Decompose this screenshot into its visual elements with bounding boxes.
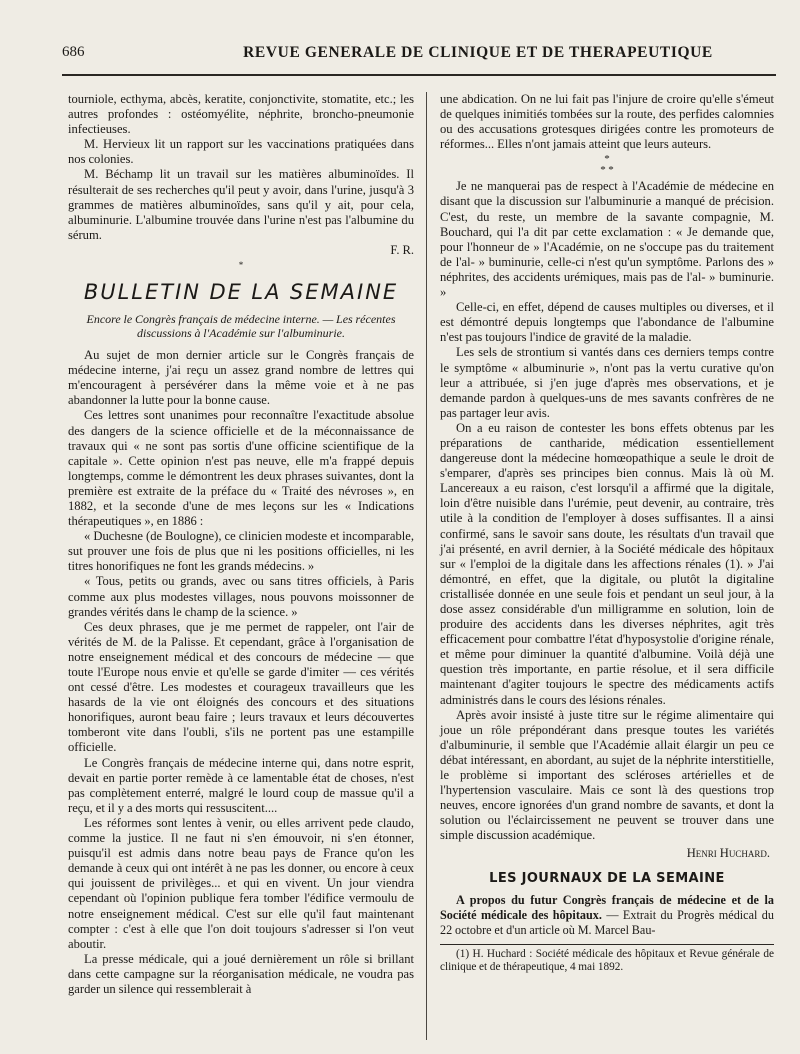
- paragraph: Ces deux phrases, que je me permet de rappeler, ont l'air de vérités de M. de la Palisse. Et cependant, grâce à l'organisation de notre enseignement médical et des concours de médecine — que toute l'Europe nous envie et qu'elle se garde d'imiter — ces vérités ont cessé d'être. Les modestes et courageux travailleurs que les hasards de la vie ont éloignés des concours et des situations honorifiques, auront beau faire ; leurs travaux et leurs découvertes tomberont vite dans l'oubli, s'ils ne portent pas une estampille officielle.: [68, 619, 414, 755]
- paragraph: Celle-ci, en effet, dépend de causes multiples ou diverses, et il est démontré depuis longtemps que l'abondance de l'albumine n'est pas toujours l'indice de gravité de la maladie.: [440, 300, 774, 345]
- paragraph: Ces lettres sont unanimes pour reconnaître l'exactitude absolue des dangers de la science officielle et de la méconnaissance de travaux qui « ne sont pas sortis d'une officine scientifique de la capitale ». Cette opinion n'est pas neuve, elle m'a frappé depuis longtemps, comme le démontrent les deux phrases suivantes, dont la première est extraite de la préface du « Traité des névroses », en 1882, et la seconde d'une de mes leçons sur les « Indications thérapeutiques », en 1886 :: [68, 408, 414, 529]
- paragraph: Après avoir insisté à juste titre sur le régime alimentaire qui joue un rôle prépondérant dans presque toutes les variétés d'albuminurie, il semble que l'Académie allait élargir un peu ce débat intéressant, en abordant, au sujet de la néphrite interstitielle, le problème si important des scléroses artérielles et de l'hypertension vasculaire. Mais ce sont là des questions trop neuves, encore ignorées d'un grand nombre de savants, et dont la solution ou l'éclaircissement ne peuvent se trouver dans une simple discussion académique.: [440, 707, 774, 843]
- paragraph: Au sujet de mon dernier article sur le Congrès français de médecine interne, j'ai reçu un assez grand nombre de lettres qui m'encouragent à persévérer dans la même voie et à ne pas abandonner la lutte pour la bonne cause.: [68, 348, 414, 408]
- paragraph: Je ne manquerai pas de respect à l'Académie de médecine en disant que la discussion sur l'albuminurie a manqué de précision. C'est, du reste, un membre de la savante compagnie, M. Bouchard, qui l'a dit par cette exclamation : « Je demande que, pour l'honneur de » l'Académie, on ne s'occupe pas du traitement de l'al- » buminurie, celle-ci n'est qu'un symptôme. Parlons des » néphrites, des accidents urémiques, mais pas de l'al- » buminurie. »: [440, 179, 774, 300]
- separator-stars: * * *: [600, 153, 614, 177]
- footnote-rule: [440, 944, 774, 945]
- page-header: [62, 44, 776, 76]
- paragraph: tourniole, ecthyma, abcès, keratite, conjonctivite, stomatite, etc.; les autres profondes : ostéomyélite, néphrite, broncho-pneumonie infectieuses.: [68, 92, 414, 137]
- paragraph: On a eu raison de contester les bons effets obtenus par les préparations de cantharide, médication essentiellement dangereuse dont la médecine homœopathique a seule le droit de s'emparer, d'après ses principes bien connus. Mais là où M. Lancereaux a eu raison, c'est lorsqu'il a affirmé que la digitale, loin d'être nuisible dans l'urémie, peut devenir, au contraire, très utile à la condition de l'employer à doses suffisantes. Il a ainsi confirmé, sans le savoir sans doute, les résultats d'un travail que j'ai présenté, en avril dernier, à la Société médicale des hôpitaux sur « l'emploi de la digitale dans les affections rénales (1). » J'ai démontré, en effet, que la digitale, ou plutôt la digitaline cristallisée donnée en une seule fois et pendant un seul jour, à la dose assez considérable d'un milligramme en solution, loin de produire des accidents dans les diverses néphrites, agit très efficacement pour combattre l'état d'hyposystolie d'origine rénale, et même pour diminuer la quantité d'albumine. Voilà déjà une question très importante, en partie résolue, et il sera difficile maintenant d'agiter toujours le spectre des médicaments actifs administrés dans le cours des lésions rénales.: [440, 420, 774, 707]
- paragraph: M. Béchamp lit un travail sur les matières albuminoïdes. Il résulterait de ses recherches qu'il peut y avoir, dans l'urine, jusqu'à 3 grammes de matières albuminoïdes, sans qu'il y ait, pour cela, albuminurie. L'albumine trouvée dans l'urine n'est pas l'albumine du sérum.: [68, 167, 414, 242]
- paragraph: M. Hervieux lit un rapport sur les vaccinations pratiquées dans nos colonies.: [68, 137, 414, 167]
- section-title: LES JOURNAUX DE LA SEMAINE: [489, 870, 725, 886]
- right-column: [440, 92, 774, 975]
- signoff-line: [68, 243, 414, 258]
- bulletin-title: BULLETIN DE LA SEMAINE: [83, 280, 399, 305]
- column-divider: [426, 92, 427, 1040]
- paragraph: une abdication. On ne lui fait pas l'injure de croire qu'elle s'émeut de quelques inimitiés tombées sur la route, des perfides calomnies ou des accusations grotesques dirigées contre les promoteurs de réformes... Elles n'ont jamais atteint que leurs auteurs.: [440, 92, 774, 152]
- paragraph: Les réformes sont lentes à venir, ou elles arrivent pede claudo, comme la justice. Il ne faut ni s'en émouvoir, ni s'en étonner, puisqu'il est admis dans notre beau pays de France qu'on les demande à ceux qui ont intérêt à ne pas les donner, ou encore à ceux qui jouissent de privilèges... et qui en vivent. Un jour viendra cependant où l'opinion publique fera tomber l'édifice vermoulu de notre enseignement médical. C'est sur elle qu'il faut maintenant compter : c'est à elle que l'on doit toujours s'adresser si l'on veut aboutir.: [68, 815, 414, 951]
- lead-paragraph: [440, 893, 774, 938]
- paragraph: La presse médicale, qui a joué dernièrement un rôle si brillant dans cette campagne sur la réorganisation médicale, ne voudra pas garder un silence qui ressemblerait à: [68, 951, 414, 996]
- lead-heading: A propos du futur Congrès français de médecine et de la Société médicale des hôpitaux.: [440, 892, 774, 922]
- footnote: (1) H. Huchard : Société médicale des hôpitaux et Revue générale de clinique et de thérapeutique, 4 mai 1892.: [440, 947, 774, 974]
- bulletin-subtitle: Encore le Congrès français de médecine interne. — Les récentes discussions à l'Académie sur l'albuminurie.: [86, 312, 396, 341]
- running-title: REVUE GENERALE DE CLINIQUE ET DE THERAPEUTIQUE: [243, 44, 713, 61]
- author-signature: Henri Huchard.: [686, 845, 770, 860]
- left-column: [68, 92, 414, 997]
- separator-star: *: [238, 260, 244, 271]
- lead-text: — Extrait du Progrès médical du 22 octobre et d'un article où M. Marcel Bau-: [440, 907, 774, 937]
- page-number: 686: [62, 44, 85, 60]
- author-initials: F. R.: [390, 242, 414, 257]
- paragraph: Le Congrès français de médecine interne qui, dans notre esprit, devait en partie porter remède à ce lamentable état de choses, n'est pas complètement enterré, malgré le lourd coup de massue qu'il a reçu, et il y a des morts qui ressuscitent....: [68, 755, 414, 815]
- paragraph: Les sels de strontium si vantés dans ces derniers temps contre le symptôme « albuminurie », n'ont pas la vertu curative qu'on leur a attribuée, si j'en juge d'après mes observations, et je demande pardon à quelques-uns de mes savants confrères de ne pas partager leur avis.: [440, 345, 774, 420]
- paragraph: « Duchesne (de Boulogne), ce clinicien modeste et incomparable, sut prouver une fois de plus que ni les positions officielles, ni les titres honorifiques ne font les grands médecins. »: [68, 529, 414, 574]
- paragraph: « Tous, petits ou grands, avec ou sans titres officiels, à Paris comme aux plus modestes villages, nous pouvons moissonner de grandes vérités dans le champ de la science. »: [68, 574, 414, 619]
